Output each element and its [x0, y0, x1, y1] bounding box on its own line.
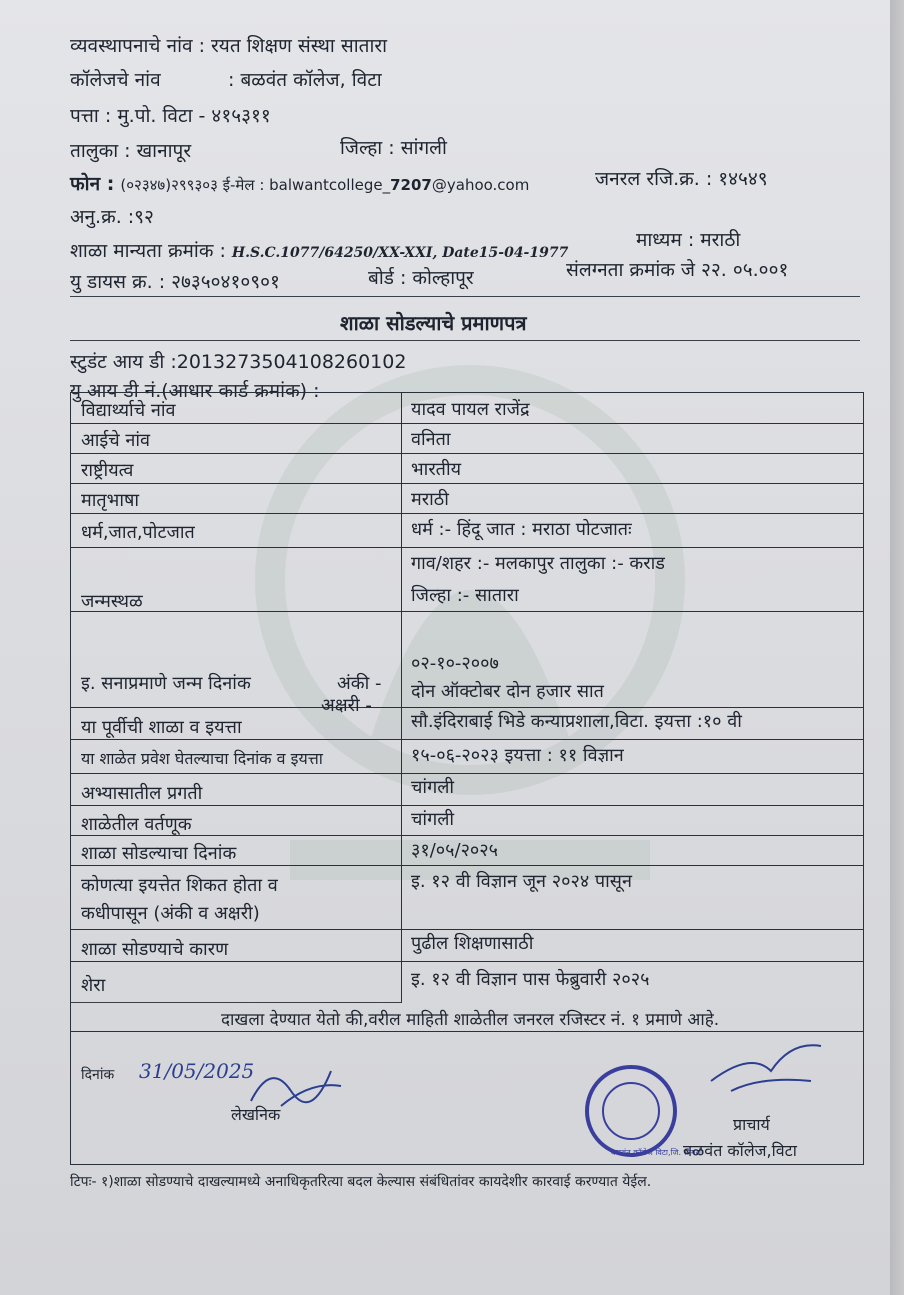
address: पत्ता : मु.पो. विटा - ४१५३११	[70, 105, 271, 127]
medium: माध्यम : मराठी	[636, 229, 741, 251]
phone-email: (०२३४७)२९९३०३ ई-मेल : balwantcollege_	[120, 176, 391, 194]
recognition-value: H.S.C.1077/64250/XX-XXI, Date15-04-1977	[231, 245, 569, 261]
header-divider	[70, 296, 860, 297]
table-row	[71, 611, 863, 716]
row-value: पुढील शिक्षणासाठी	[411, 933, 534, 954]
row-label: आईचे नांव	[81, 430, 151, 451]
row-value: धर्म :- हिंदू जात : मराठा पोटजातः	[411, 519, 632, 540]
email-domain: @yahoo.com	[431, 176, 530, 194]
row-value: वनिता	[411, 429, 451, 450]
clerk-label: लेखनिक	[231, 1105, 281, 1124]
general-register-no: जनरल रजि.क्र. : १४५४९	[595, 168, 768, 190]
row-label: कोणत्या इयत्तेत शिकत होता व	[81, 875, 278, 896]
table-row	[71, 423, 863, 454]
table-row	[71, 483, 863, 514]
row-label: शाळा सोडल्याचा दिनांक	[81, 843, 237, 864]
row-label: शाळा सोडण्याचे कारण	[81, 939, 229, 960]
email-bold-part: 7207	[390, 176, 432, 194]
management-name: व्यवस्थापनाचे नांव : रयत शिक्षण संस्था सातारा	[70, 35, 388, 57]
row-label: शेरा	[81, 975, 106, 996]
row-label: जन्मस्थळ	[81, 591, 143, 612]
row-label: मातृभाषा	[81, 490, 140, 511]
row-value: १५-०६-२०२३ इयत्ता : ११ विज्ञान	[411, 745, 624, 766]
affiliation-no: संलग्नता क्रमांक जे २२. ०५.००१	[566, 259, 789, 281]
title-divider	[70, 340, 860, 341]
footer-note: टिपः- १)शाळा सोडण्याचे दाखल्यामध्ये अनाधिकृतरित्या बदल केल्यास संबंधितांवर कायदेशीर कारवाई करण्यात येईल.	[70, 1174, 652, 1190]
table-row	[71, 707, 863, 740]
table-row	[71, 393, 863, 424]
row-value: इ. १२ वी विज्ञान पास फेब्रुवारी २०२५	[411, 969, 650, 990]
page-edge-shadow	[890, 0, 904, 1295]
table-row	[71, 961, 863, 1003]
signature-area	[70, 1031, 864, 1165]
details-table	[70, 392, 864, 1032]
birthdate-digits-label: अंकी -	[337, 673, 382, 694]
birthdate-digits: ०२-१०-२००७	[411, 653, 499, 674]
birthdate-words-label: अक्षरी -	[321, 695, 372, 716]
row-value: भारतीय	[411, 459, 462, 480]
remarks-underline	[71, 1002, 401, 1003]
row-value: यादव पायल राजेंद्र	[411, 399, 530, 420]
college-stamp	[576, 1061, 686, 1161]
row-value: ३१/०५/२०२५	[411, 840, 499, 861]
serial-no: अनु.क्र. :९२	[70, 206, 154, 228]
student-id: स्टुडंट आय डी :2013273504108260102	[70, 351, 407, 373]
row-value: मराठी	[411, 489, 449, 510]
college-name: : बळवंत कॉलेज, विटा	[228, 69, 382, 91]
recognition-label: शाळा मान्यता क्रमांक :	[70, 240, 226, 262]
declaration-text: दाखला देण्यात येतो की,वरील माहिती शाळेतील जनरल रजिस्टर नं. १ प्रमाणे आहे.	[221, 1010, 720, 1030]
district: जिल्हा : सांगली	[340, 137, 447, 159]
row-label: शाळेतील वर्तणूक	[81, 814, 192, 835]
row-label-line2: कधीपासून (अंकी व अक्षरी)	[81, 903, 260, 924]
table-row	[71, 547, 863, 612]
row-value: सौ.इंदिराबाई भिडे कन्याप्रशाला,विटा. इयत्ता :१० वी	[411, 711, 742, 732]
table-row	[71, 929, 863, 962]
principal-signature	[701, 1031, 831, 1111]
table-row	[71, 739, 863, 774]
uid-label: यु आय डी नं.(आधार कार्ड क्रमांक) :	[70, 380, 320, 402]
taluka: तालुका : खानापूर	[70, 140, 192, 162]
phone-label: फोन :	[70, 173, 115, 195]
phone-line	[70, 170, 529, 196]
row-value: चांगली	[411, 777, 455, 798]
row-label: या शाळेत प्रवेश घेतल्याचा दिनांक व इयत्ता	[81, 749, 323, 768]
udise-no: यु डायस क्र. : २७३५०४१०९०१	[70, 271, 280, 293]
certificate-title: शाळा सोडल्याचे प्रमाणपत्र	[340, 311, 527, 335]
table-row	[71, 805, 863, 836]
table-row	[71, 453, 863, 484]
row-value-line2: जिल्हा :- सातारा	[411, 585, 519, 606]
row-value: चांगली	[411, 809, 455, 830]
row-label: धर्म,जात,पोटजात	[81, 522, 195, 543]
row-label: विद्यार्थ्याचे नांव	[81, 400, 176, 421]
table-row	[71, 835, 863, 866]
table-row	[71, 773, 863, 806]
table-row	[71, 513, 863, 548]
issue-date-handwritten: 31/05/2025	[139, 1059, 255, 1083]
row-label: या पूर्वीची शाळा व इयत्ता	[81, 717, 242, 738]
board: बोर्ड : कोल्हापूर	[368, 267, 474, 289]
principal-label: प्राचार्य	[733, 1115, 770, 1134]
row-value: गाव/शहर :- मलकापुर तालुका :- कराड	[411, 553, 665, 574]
row-label: राष्ट्रीयत्व	[81, 460, 134, 481]
stamp-text: बळवंत कॉलेज विटा,जि. सांगली	[611, 1148, 704, 1157]
row-label: अभ्यासातील प्रगती	[81, 783, 203, 804]
table-row	[71, 865, 863, 930]
recognition-line	[70, 237, 568, 263]
principal-college: बळवंत कॉलेज,विटा	[683, 1141, 797, 1160]
college-label: कॉलेजचे नांव	[70, 69, 161, 91]
birthdate-words: दोन ऑक्टोबर दोन हजार सात	[411, 681, 604, 702]
date-label: दिनांक	[81, 1067, 115, 1083]
row-label: इ. सनाप्रमाणे जन्म दिनांक	[81, 673, 251, 694]
row-value: इ. १२ वी विज्ञान जून २०२४ पासून	[411, 871, 632, 892]
